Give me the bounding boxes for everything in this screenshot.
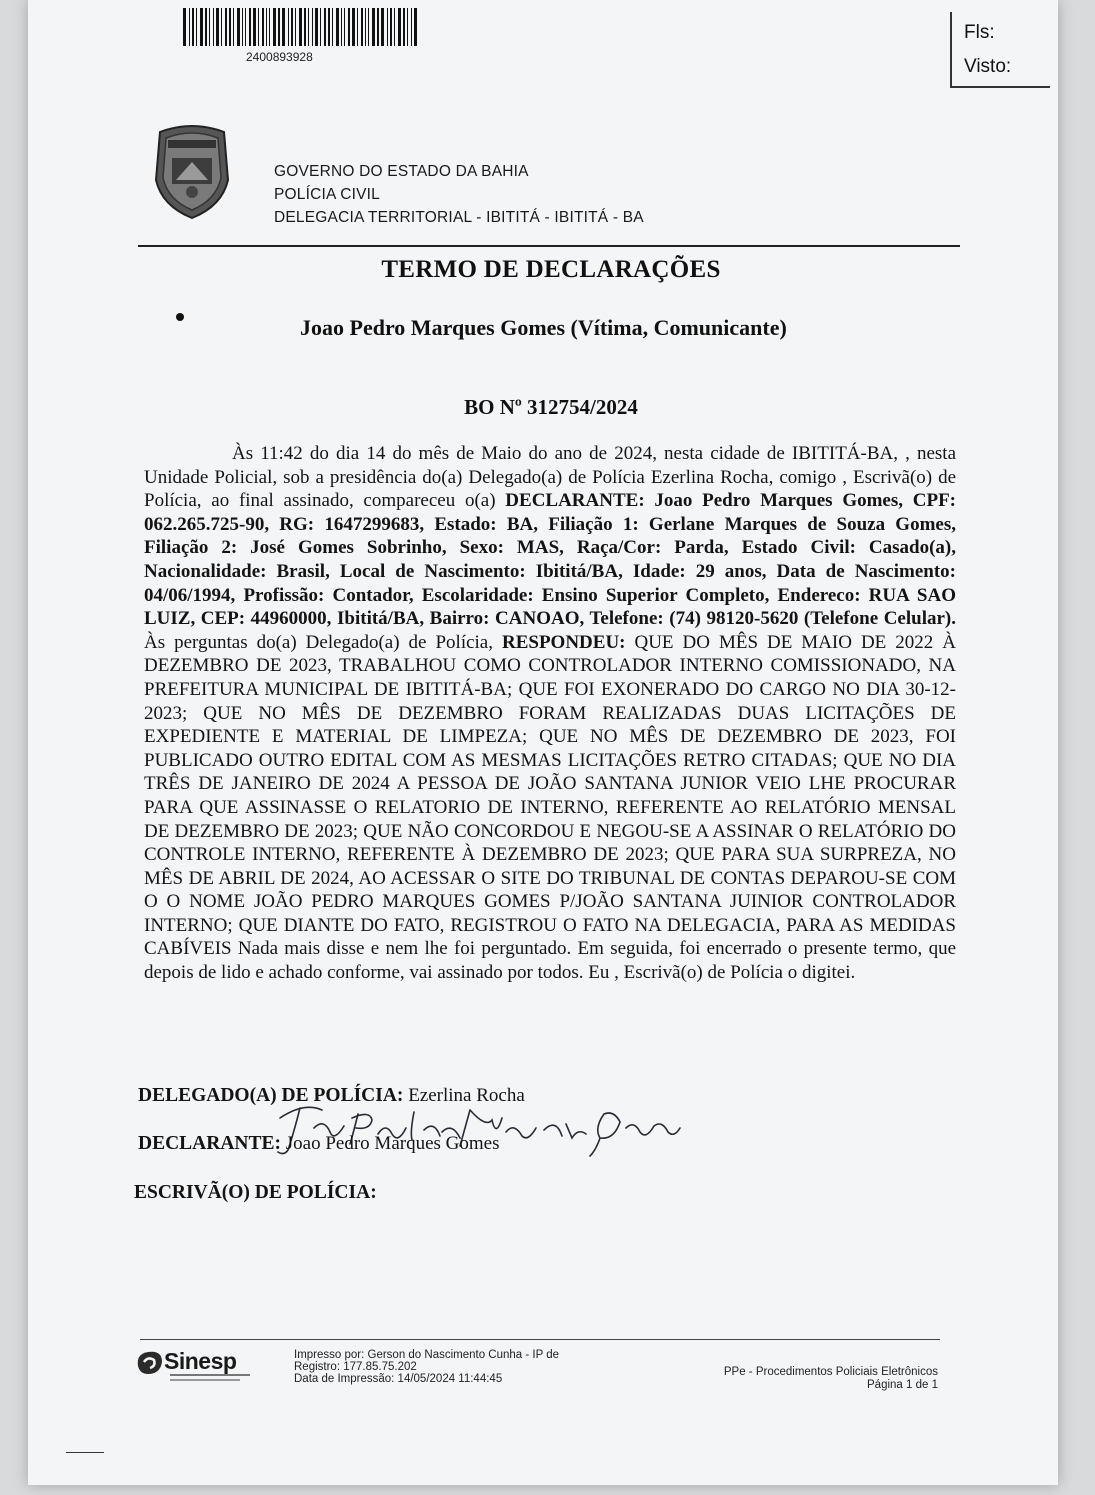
declarant-data: Joao Pedro Marques Gomes, CPF: 062.265.725-90, RG: 1647299683, Estado: BA, Filiação 1: Gerlane Marques de Souza Gomes, Filiação 2: José Gomes Sobrinho, Sexo: MAS, Raça/Cor: Parda, Estado Civil: Casado(a), Nacionalidade: Brasil, Local de Nascimento: Ibititá/BA, Idade: 29 anos, Data de Nascimento: 04/06/1994, Profissão: Contador, Escolaridade: Ensino Superior Completo, Endereco: RUA SAO LUIZ, CEP: 44960000, Ibititá/BA, Bairro: CANOAO, Telefone: (74) 98120-5620 (Telefone Celular).	[144, 490, 957, 630]
header-police: POLÍCIA CIVIL	[274, 186, 380, 203]
declaration-paragraph	[144, 442, 956, 985]
delegado-label: DELEGADO(A) DE POLÍCIA:	[138, 1085, 404, 1106]
system-info	[648, 1366, 938, 1392]
printed-by: Impresso por: Gerson do Nascimento Cunha - IP de	[294, 1349, 560, 1361]
header-government: GOVERNO DO ESTADO DA BAHIA	[274, 163, 529, 180]
declarant-label: DECLARANTE:	[505, 490, 645, 512]
escrivao-signature-line	[134, 1182, 377, 1204]
declarante-name: Joao Pedro Marques Gomes	[281, 1133, 500, 1154]
declarante-signature-line	[138, 1133, 499, 1155]
corner-mark	[66, 1452, 104, 1453]
document-title: TERMO DE DECLARAÇÕES	[381, 256, 721, 283]
system-name: PPe - Procedimentos Policiais Eletrônicos	[723, 1366, 938, 1378]
header-rule	[138, 245, 960, 247]
barcode-number: 2400893928	[246, 50, 313, 64]
folio-box	[950, 12, 1050, 88]
document-page	[28, 0, 1058, 1485]
delegado-name: Ezerlina Rocha	[403, 1085, 525, 1106]
statement-text: QUE DO MÊS DE MAIO DE 2022 À DEZEMBRO DE 2023, TRABALHOU COMO CONTROLADOR INTERNO COMISSIONADO, NA PREFEITURA MUNICIPAL DE IBITITÁ-BA; QUE FOI EXONERADO DO CARGO NO DIA 30-12-2023; QUE NO MÊS DE DEZEMBRO FORAM REALIZADAS DUAS LICITAÇÕES DE EXPEDIENTE E MATERIAL DE LIMPEZA; QUE NO MÊS DE DEZEMBRO DE 2023, FOI PUBLICADO OUTRO EDITAL COM AS MESMAS LICITAÇÕES RETRO CITADAS; QUE NO DIA TRÊS DE JANEIRO DE 2024 A PESSOA DE JOÃO SANTANA JUNIOR VEIO LHE PROCURAR PARA QUE ASSINASSE O RELATORIO DE INTERNO, REFERENTE AO RELATÓRIO MENSAL DE DEZEMBRO DE 2023; QUE NÃO CONCORDOU E NEGOU-SE A ASSINAR O RELATÓRIO DO CONTROLE INTERNO, REFERENTE À DEZEMBRO DE 2023; QUE PARA SUA SURPREZA, NO MÊS DE ABRIL DE 2024, AO ACESSAR O SITE DO TRIBUNAL DE CONTAS DEPAROU-SE COM O O NOME JOÃO PEDRO MARQUES GOMES P/JOÃO SANTANA JUINIOR CONTROLADOR INTERNO; QUE DIANTE DO FATO, REGISTROU O FATO NA DELEGACIA, PARA AS MEDIDAS CABÍVEIS	[144, 631, 956, 960]
visto-label: Visto:	[964, 56, 1012, 77]
agency-header	[274, 160, 644, 229]
declaration-body	[144, 442, 956, 985]
closing-text: Nada mais disse e nem lhe foi perguntado. Em seguida, foi encerrado o presente termo, que depois de lido e achado conforme, vai assinado por todos. Eu , Escrivã(o) de Polícia o digitei.	[144, 938, 956, 984]
header-delegacia: DELEGACIA TERRITORIAL - IBITITÁ - IBITITÁ - BA	[274, 209, 644, 226]
printed-ip: Registro: 177.85.75.202	[294, 1361, 417, 1373]
bo-number: BO Nº 312754/2024	[464, 395, 638, 419]
sinesp-emblem-icon	[134, 1348, 166, 1378]
page-number: Página 1 de 1	[867, 1379, 938, 1391]
declarante-label: DECLARANTE:	[138, 1133, 282, 1154]
police-badge-icon	[152, 122, 232, 220]
bullet-icon	[176, 313, 184, 321]
footer-rule	[140, 1339, 940, 1340]
print-info	[294, 1349, 594, 1385]
sinesp-logo	[134, 1346, 262, 1386]
printed-date: Data de Impressão: 14/05/2024 11:44:45	[294, 1373, 503, 1385]
questions-intro: Às perguntas do(a) Delegado(a) de Polícia,	[144, 631, 502, 653]
escrivao-label: ESCRIVÃ(O) DE POLÍCIA:	[134, 1182, 377, 1203]
subject-line: Joao Pedro Marques Gomes (Vítima, Comunicante)	[300, 315, 787, 340]
barcode	[183, 8, 423, 46]
responded-label: RESPONDEU:	[501, 631, 626, 653]
sinesp-wordmark: Sinesp	[164, 1348, 237, 1374]
intro-text: Às 11:42 do dia 14 do mês de Maio do ano de 2024, nesta cidade de IBITITÁ-BA, , nesta Unidade Policial, sob a presidência do(a) Delegado(a) de Polícia Ezerlina Rocha, comigo , Escrivã(o) de Polícia, ao final assinado, compareceu o(a)	[144, 443, 956, 512]
fls-label: Fls:	[964, 22, 995, 43]
